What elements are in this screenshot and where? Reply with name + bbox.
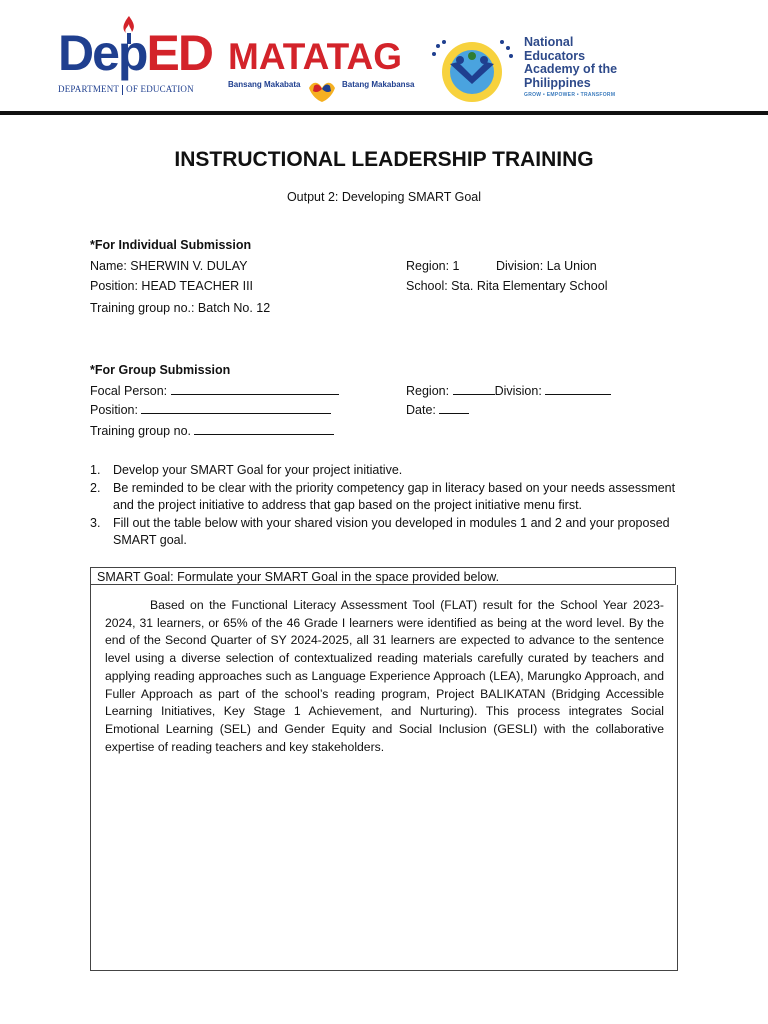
group-training-blank[interactable] [194,423,334,435]
focal-person-field: Focal Person: [90,383,339,399]
instructions-list [90,462,680,550]
list-item: 1. Develop your SMART Goal for your project initiative. [90,463,403,477]
group-training-field: Training group no. [90,423,334,439]
division-field: Division: La Union [496,259,597,273]
matatag-tagline-left: Bansang Makabata [228,80,301,89]
page-header [0,0,768,112]
deped-logo: DepED [58,25,212,81]
group-position-blank[interactable] [141,402,331,414]
smart-goal-text: Based on the Functional Literacy Assessment Tool (FLAT) result for the School Year 2023-2024, 31 learners, or 65% of the 46 Grade I learners were identified as being at the word level. By the end of the Second Quarter of SY 2024-2025, all 31 learners are expected to advance to the sentence level using a diverse selection of contextualized reading materials carefully curated by teachers and applying reading approaches such as Language Experience Approach (LEA), Marungko Approach, and Fuller Approach as part of the school’s reading program, Project BALIKATAN (Bridging Accessible Learning Initiatives, Key Stage 1 Achievement, and Nurturing). This process integrates Social Emotional Learning (SEL) and Gender Equity and Social Inclusion (GESLI) with the collaborative expertise of reading teachers and key stakeholders. [105,598,664,754]
matatag-tagline-right: Batang Makabansa [342,80,415,89]
neap-logo-text: National Educators Academy of the Philippines [524,35,618,90]
matatag-logo: MATATAG [228,36,402,77]
school-field: School: Sta. Rita Elementary School [406,279,608,293]
deped-logo-subtitle: DEPARTMENT OF EDUCATION [58,84,194,94]
training-group-field: Training group no.: Batch No. 12 [90,301,271,315]
neap-emblem-icon [430,34,515,106]
group-date-field: Date: [406,402,469,418]
region-field: Region: 1 [406,259,460,273]
group-heading: *For Group Submission [90,363,231,377]
group-position-field: Position: [90,402,331,418]
group-region-blank[interactable] [453,383,495,395]
hands-icon [305,74,339,104]
group-date-blank[interactable] [439,402,469,414]
group-region-field: Region: Division: [406,383,611,399]
list-item: 3. Fill out the table below with your shared vision you developed in modules 1 and 2 and your proposed SMART goal. [90,515,670,547]
position-field: Position: HEAD TEACHER III [90,279,254,293]
individual-heading: *For Individual Submission [90,238,252,252]
header-divider [0,111,768,115]
smart-goal-header: SMART Goal: Formulate your SMART Goal in the space provided below. [90,567,676,585]
name-field: Name: SHERWIN V. DULAY [90,259,248,273]
page-title: INSTRUCTIONAL LEADERSHIP TRAINING [174,148,594,171]
page-subtitle: Output 2: Developing SMART Goal [286,190,482,204]
focal-person-blank[interactable] [171,383,339,395]
group-division-blank[interactable] [545,383,611,395]
neap-tagline: GROW • EMPOWER • TRANSFORM [524,92,616,98]
list-item: 2. Be reminded to be clear with the priority competency gap in literacy based on your needs assessment and the project initiative to address that gap based on the project initiative menu first. [90,480,676,512]
